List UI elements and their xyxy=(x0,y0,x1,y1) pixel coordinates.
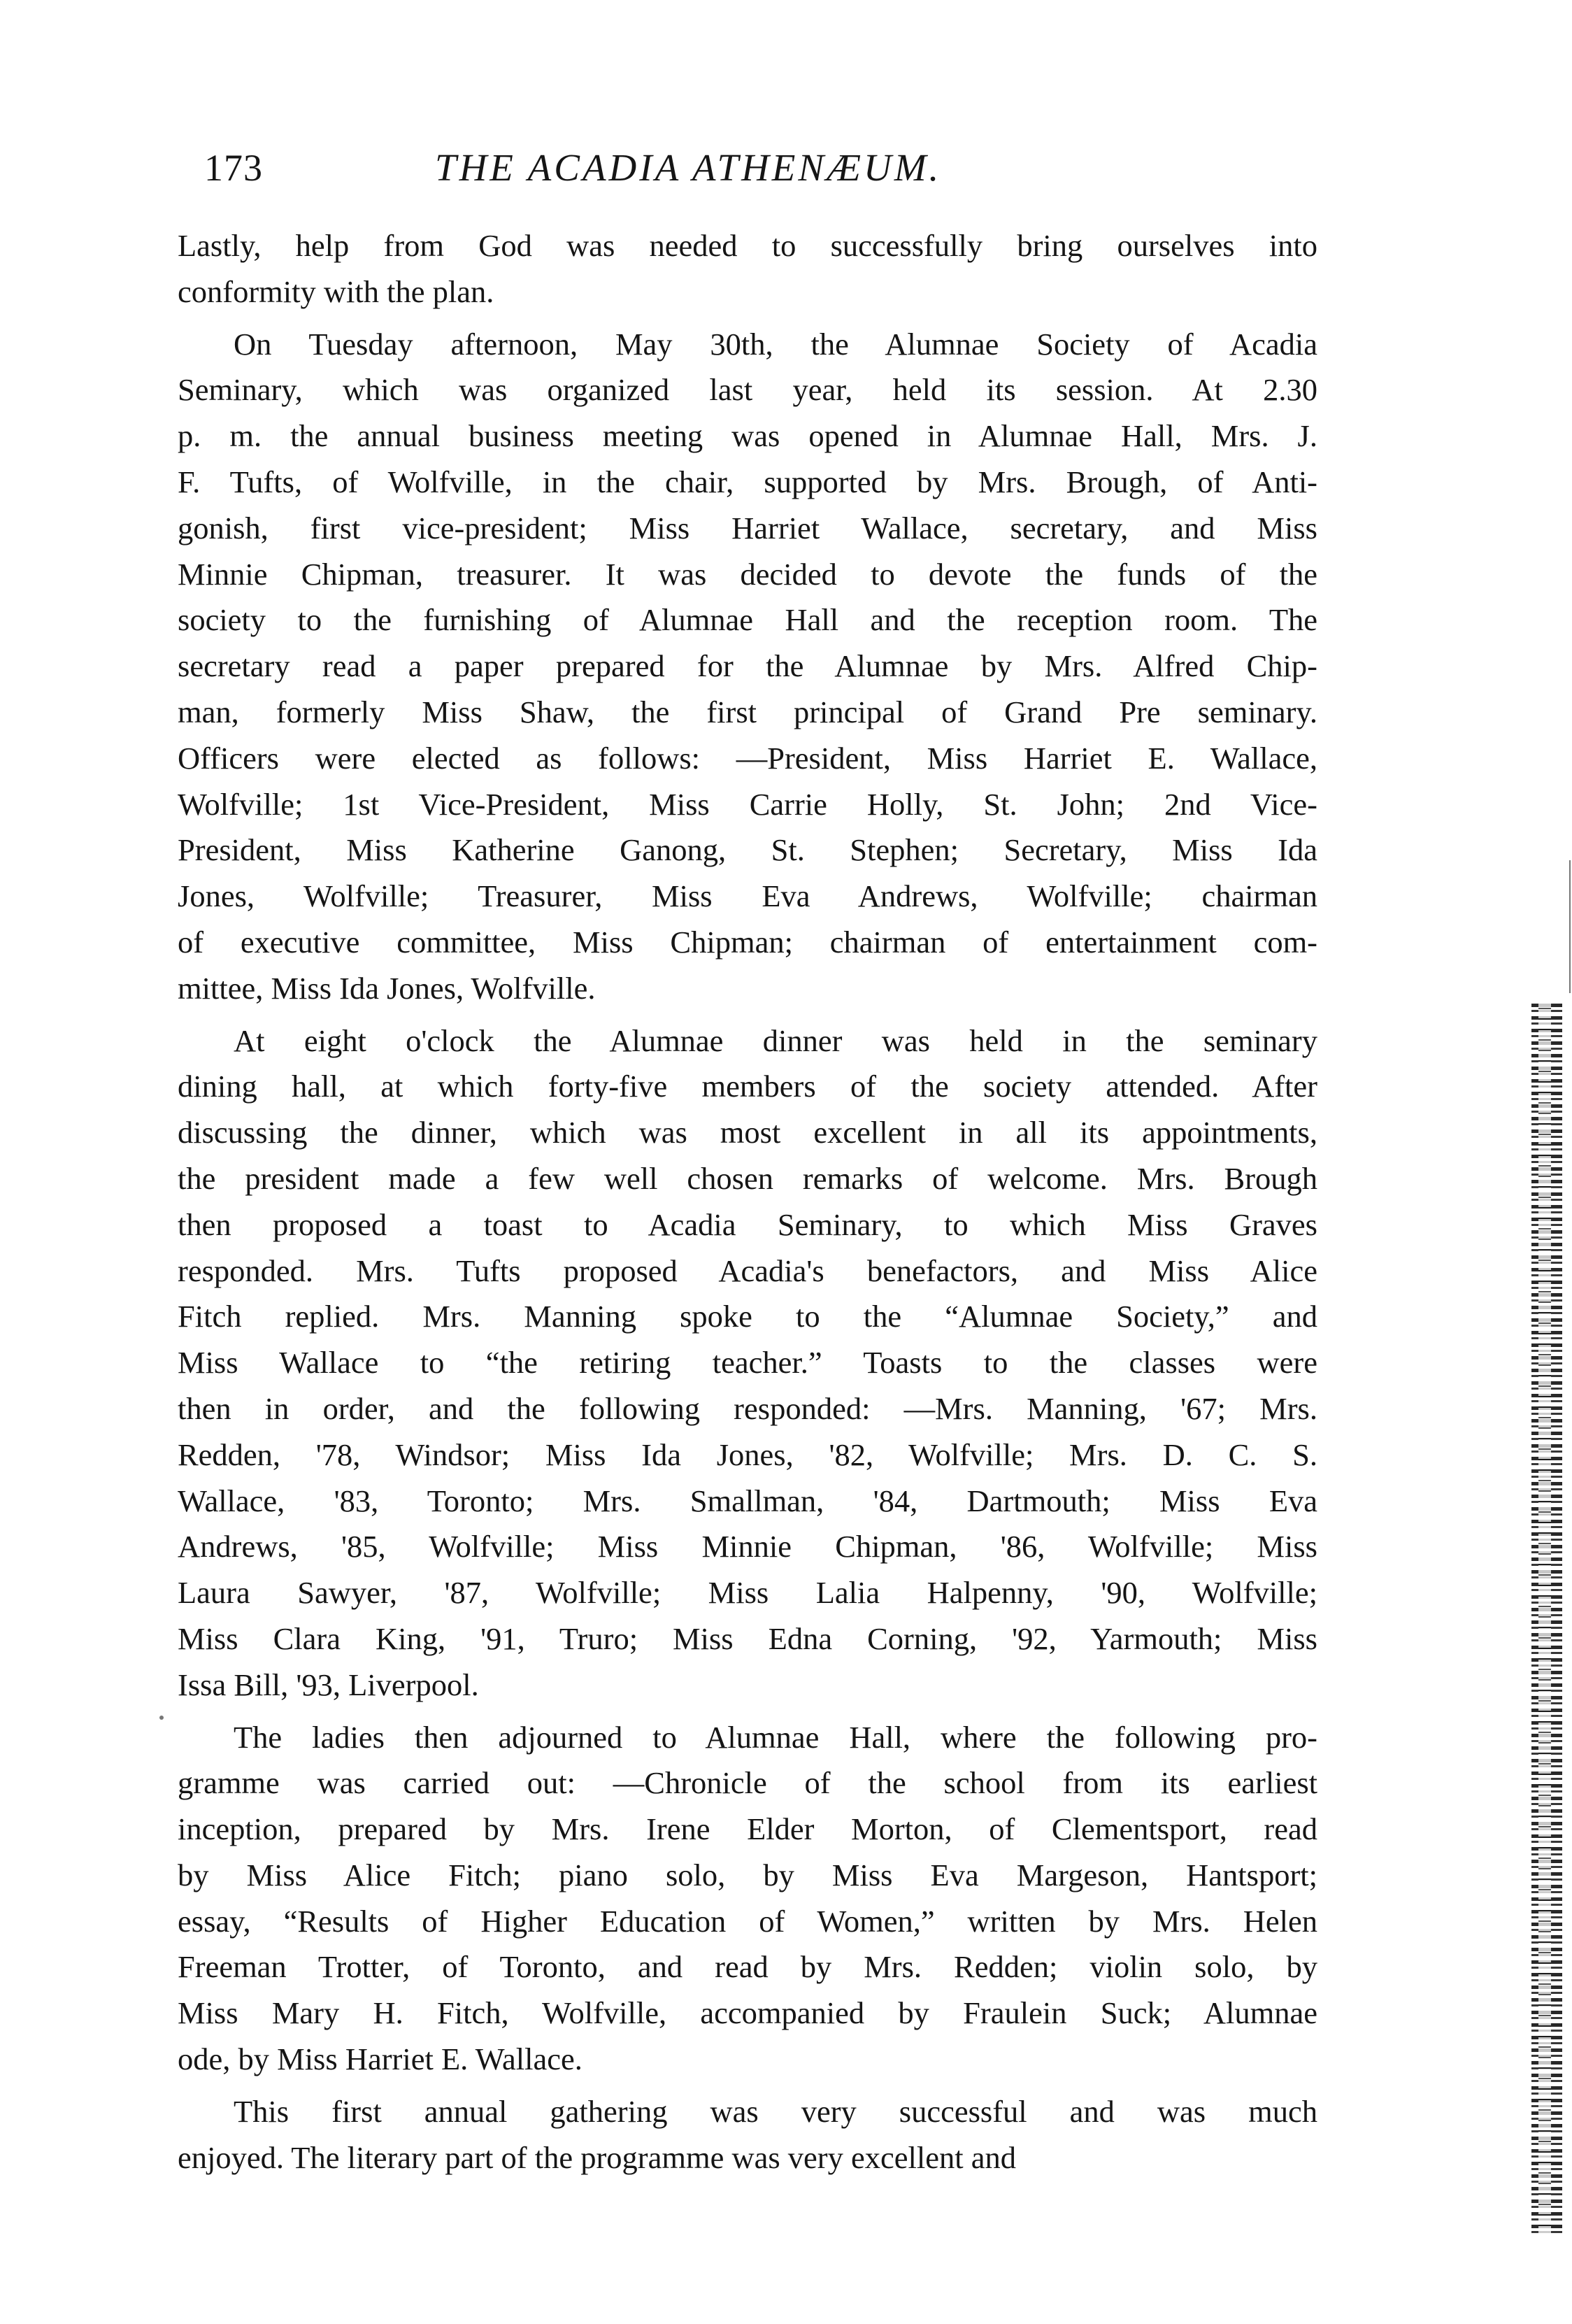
page-number: 173 xyxy=(204,147,263,189)
paragraph xyxy=(178,2089,1317,2181)
text-line: responded. Mrs. Tufts proposed Acadia's benefactors, and Miss Alice xyxy=(178,1253,1317,1288)
text-line: On Tuesday afternoon, May 30th, the Alumnae Society of Acadia xyxy=(234,326,1317,362)
scan-edge-artifact xyxy=(1531,1004,1562,2234)
text-line: gramme was carried out: —Chronicle of the school from its earliest xyxy=(178,1765,1317,1801)
text-line: the president made a few well chosen remarks of welcome. Mrs. Brough xyxy=(178,1160,1317,1196)
paragraph xyxy=(178,1715,1317,2083)
text-line: President, Miss Katherine Ganong, St. Stephen; Secretary, Miss Ida xyxy=(178,832,1317,868)
text-line: society to the furnishing of Alumnae Hall and the reception room. The xyxy=(178,602,1317,638)
page-header xyxy=(204,143,1316,213)
text-line: F. Tufts, of Wolfville, in the chair, supported by Mrs. Brough, of Anti- xyxy=(178,464,1317,499)
text-line: Issa Bill, '93, Liverpool. xyxy=(178,1667,479,1702)
scan-margin-dot xyxy=(159,1716,164,1720)
text-line: Wallace, '83, Toronto; Mrs. Smallman, '84, Dartmouth; Miss Eva xyxy=(178,1483,1317,1518)
text-line: enjoyed. The literary part of the programme was very excellent and xyxy=(178,2139,1016,2175)
text-line: then proposed a toast to Acadia Seminary, to which Miss Graves xyxy=(178,1206,1317,1242)
text-line: This first annual gathering was very successful and was much xyxy=(234,2093,1317,2129)
text-line: Lastly, help from God was needed to successfully bring ourselves into xyxy=(178,228,1317,263)
text-line: Miss Mary H. Fitch, Wolfville, accompanied by Fraulein Suck; Alumnae xyxy=(178,1995,1317,2031)
text-line: Freeman Trotter, of Toronto, and read by Mrs. Redden; violin solo, by xyxy=(178,1949,1317,1985)
article-text xyxy=(178,223,1317,2187)
text-line: Miss Wallace to “the retiring teacher.” Toasts to the classes were xyxy=(178,1345,1317,1381)
text-line: by Miss Alice Fitch; piano solo, by Miss Eva Margeson, Hantsport; xyxy=(178,1857,1317,1892)
text-line: Miss Clara King, '91, Truro; Miss Edna Corning, '92, Yarmouth; Miss xyxy=(178,1620,1317,1656)
paragraph xyxy=(178,223,1317,315)
text-line: secretary read a paper prepared for the Alumnae by Mrs. Alfred Chip- xyxy=(178,648,1317,684)
text-line: of executive committee, Miss Chipman; chairman of entertainment com- xyxy=(178,924,1317,960)
paragraph xyxy=(178,322,1317,1012)
scan-margin-line xyxy=(1569,860,1571,993)
text-line: discussing the dinner, which was most excellent in all its appointments, xyxy=(178,1115,1317,1150)
text-line: essay, “Results of Higher Education of Women,” written by Mrs. Helen xyxy=(178,1903,1317,1939)
text-line: inception, prepared by Mrs. Irene Elder Morton, of Clementsport, read xyxy=(178,1811,1317,1847)
text-line: dining hall, at which forty-five members of the society attended. After xyxy=(178,1069,1317,1104)
text-line: Redden, '78, Windsor; Miss Ida Jones, '82, Wolfville; Mrs. D. C. S. xyxy=(178,1437,1317,1472)
text-line: Jones, Wolfville; Treasurer, Miss Eva Andrews, Wolfville; chairman xyxy=(178,878,1317,914)
text-line: conformity with the plan. xyxy=(178,273,494,309)
text-line: Laura Sawyer, '87, Wolfville; Miss Lalia Halpenny, '90, Wolfville; xyxy=(178,1575,1317,1611)
text-line: p. m. the annual business meeting was opened in Alumnae Hall, Mrs. J. xyxy=(178,418,1317,454)
text-line: The ladies then adjourned to Alumnae Hall, where the following pro- xyxy=(234,1719,1317,1755)
text-line: Wolfville; 1st Vice-President, Miss Carrie Holly, St. John; 2nd Vice- xyxy=(178,786,1317,822)
text-line: man, formerly Miss Shaw, the first principal of Grand Pre seminary. xyxy=(178,694,1317,729)
running-title: THE ACADIA ATHENÆUM. xyxy=(435,146,942,189)
text-line: then in order, and the following responded: —Mrs. Manning, '67; Mrs. xyxy=(178,1390,1317,1426)
text-line: mittee, Miss Ida Jones, Wolfville. xyxy=(178,970,596,1006)
text-line: Minnie Chipman, treasurer. It was decided to devote the funds of the xyxy=(178,556,1317,592)
text-line: ode, by Miss Harriet E. Wallace. xyxy=(178,2041,583,2077)
text-line: Seminary, which was organized last year, held its session. At 2.30 xyxy=(178,372,1317,408)
text-line: gonish, first vice-president; Miss Harriet Wallace, secretary, and Miss xyxy=(178,510,1317,546)
paragraph xyxy=(178,1018,1317,1709)
text-line: Fitch replied. Mrs. Manning spoke to the “Alumnae Society,” and xyxy=(178,1299,1317,1334)
text-line: At eight o'clock the Alumnae dinner was held in the seminary xyxy=(234,1022,1317,1058)
text-line: Officers were elected as follows: —President, Miss Harriet E. Wallace, xyxy=(178,740,1317,776)
text-line: Andrews, '85, Wolfville; Miss Minnie Chipman, '86, Wolfville; Miss xyxy=(178,1529,1317,1564)
